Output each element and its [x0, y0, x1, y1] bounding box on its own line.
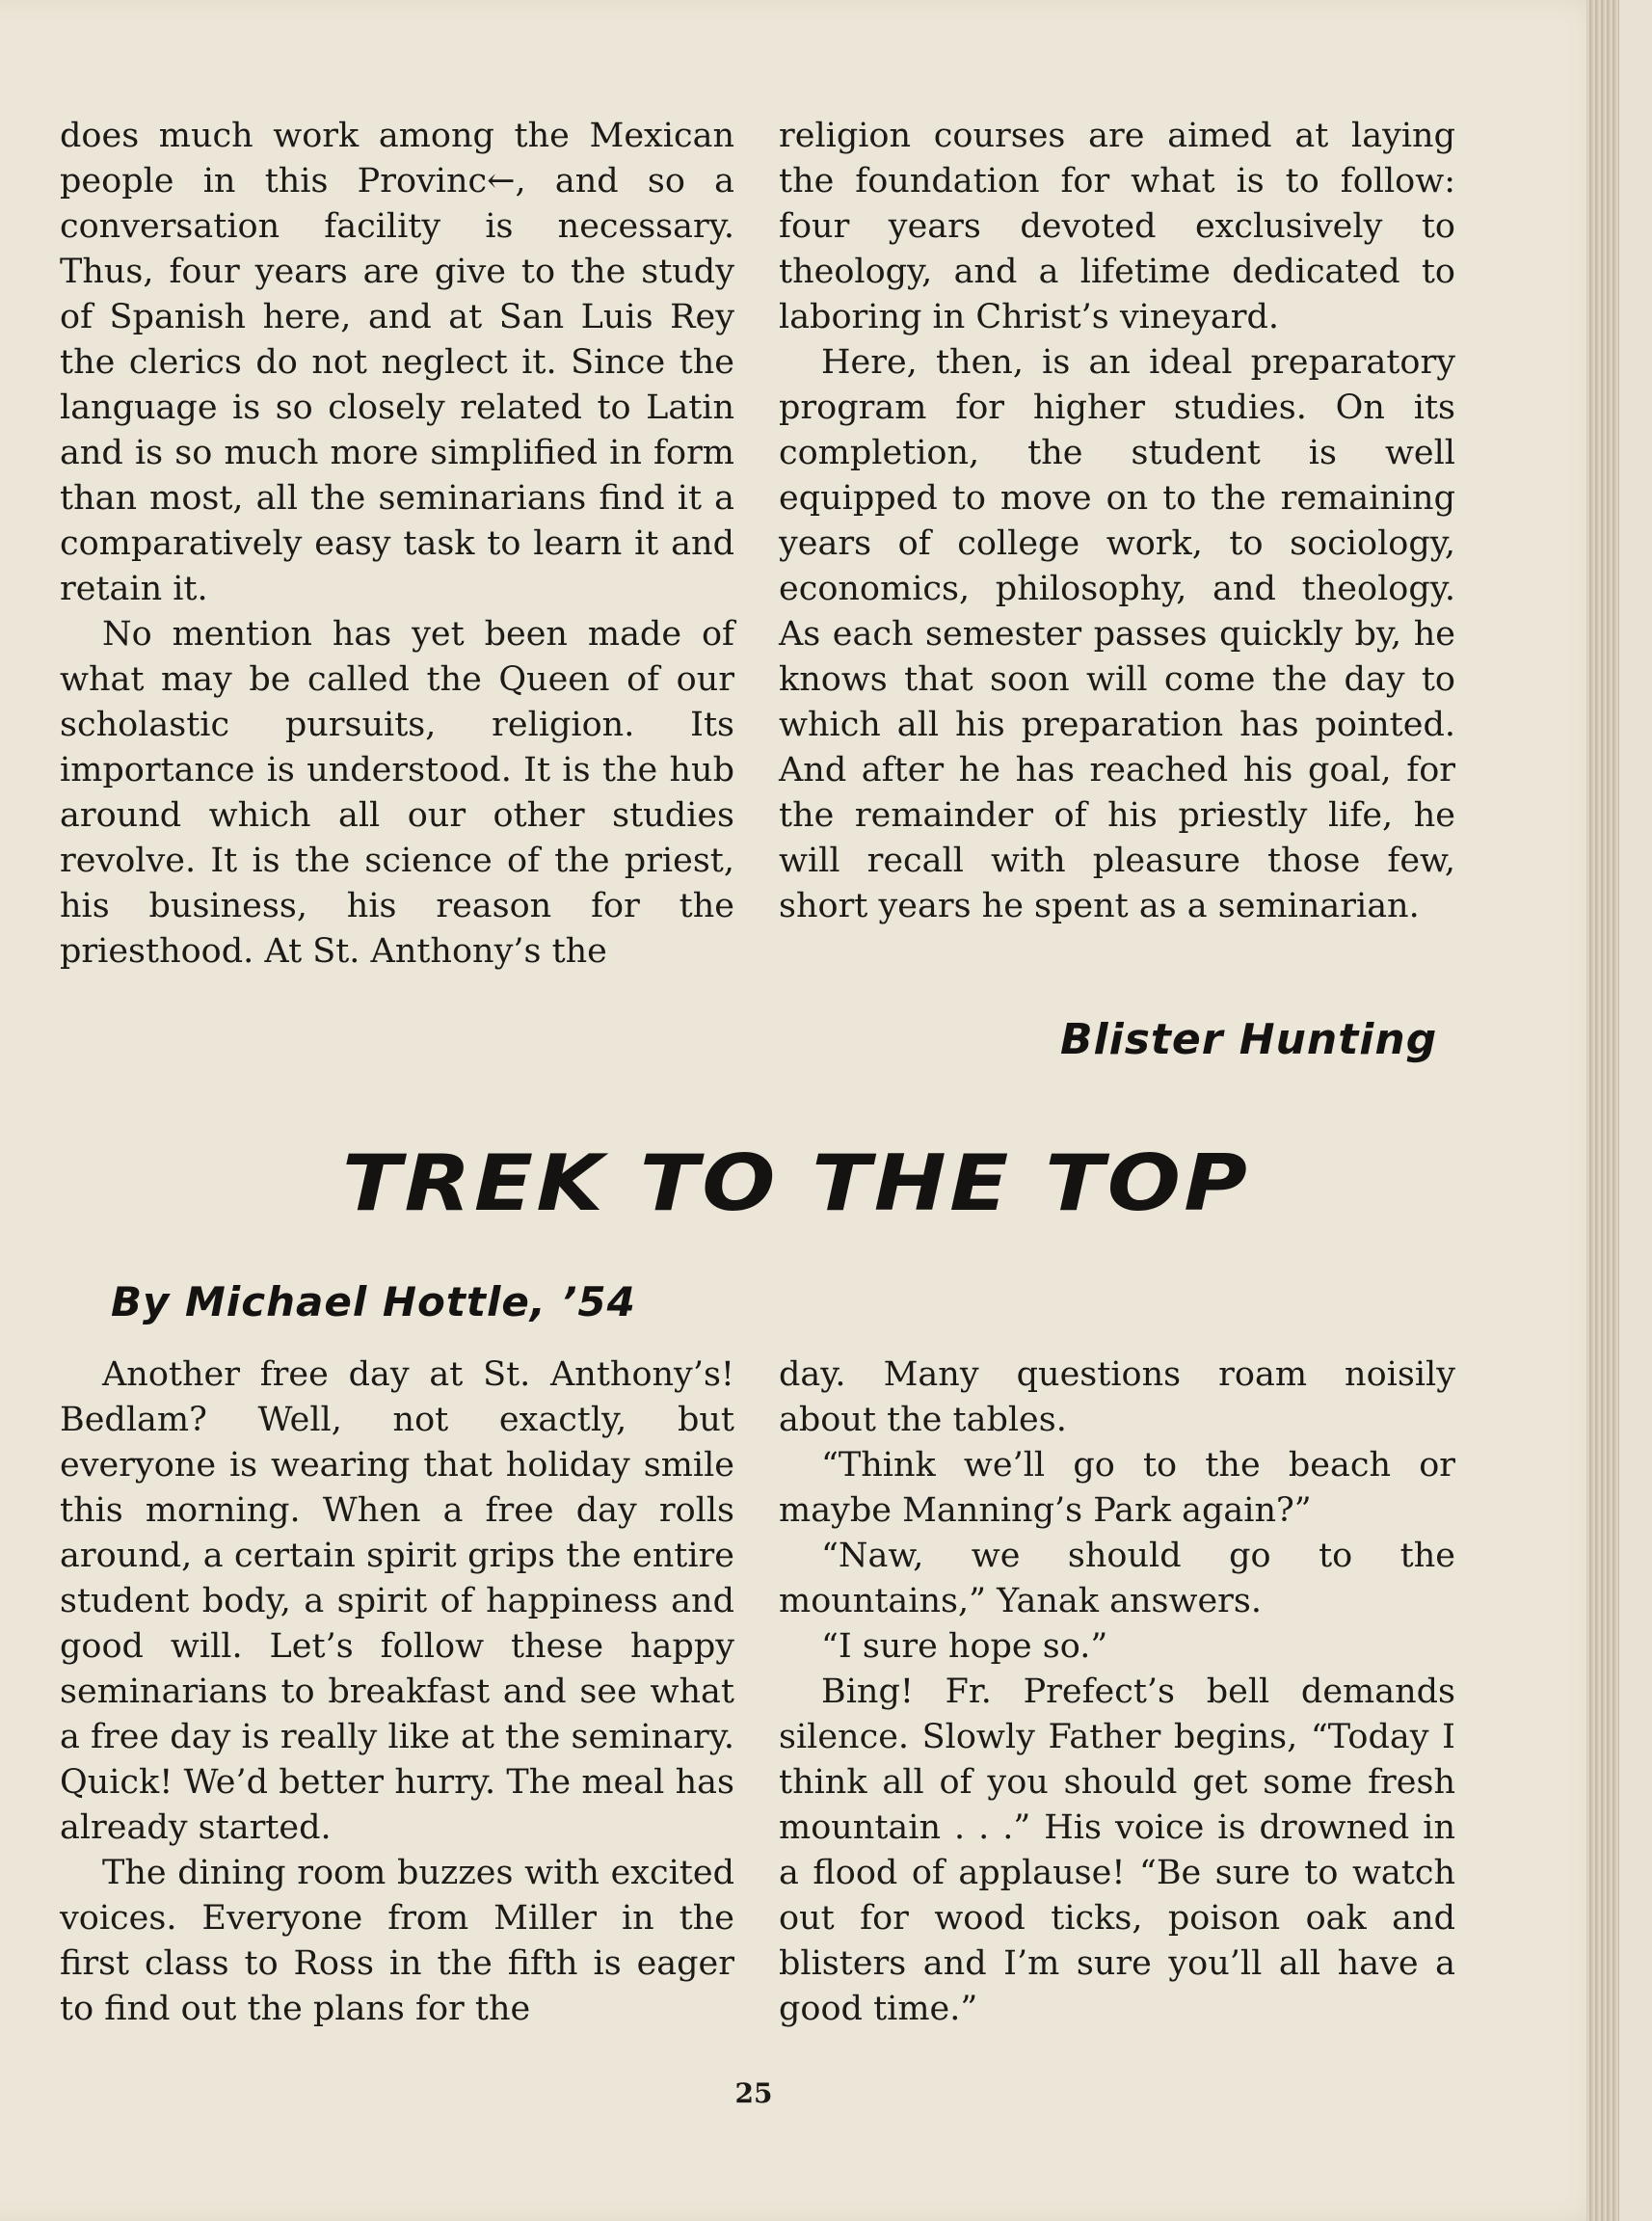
- paragraph: “Think we’ll go to the beach or maybe Manning’s Park again?”: [779, 1446, 1455, 1530]
- page-number: 25: [734, 2077, 773, 2109]
- paragraph: “Naw, we should go to the mountains,” Yanak answers.: [779, 1537, 1455, 1620]
- bottom-left-column: [60, 1352, 734, 2032]
- page-edge: [1586, 0, 1619, 2221]
- paragraph: The dining room buzzes with excited voices. Everyone from Miller in the first class to Ross in the fifth is eager to find out the plans for the: [60, 1854, 734, 2028]
- bottom-right-column: [779, 1352, 1455, 2032]
- paragraph: Another free day at St. Anthony’s! Bedlam? Well, not exactly, but everyone is wearing that holiday smile this morning. When a free day rolls around, a certain spirit grips the entire student body, a spirit of happiness and good will. Let’s follow these happy seminarians to breakfast and see what a free day is really like at the seminary. Quick! We’d better hurry. The meal has already started.: [60, 1355, 734, 1847]
- paragraph: “I sure hope so.”: [821, 1627, 1108, 1666]
- section-title: Blister Hunting: [1060, 1015, 1438, 1064]
- paragraph: religion courses are aimed at laying the foundation for what is to follow: four years devoted exclusively to theology, and a lifetime dedicated to laboring in Christ’s vineyard.: [779, 117, 1455, 336]
- paragraph: Bing! Fr. Prefect’s bell demands silence. Slowly Father begins, “Today I think all of you should get some fresh mountain . . .” His voice is drowned in a flood of applause! “Be sure to watch out for wood ticks, poison oak and blisters and I’m sure you’ll all have a good time.”: [779, 1672, 1455, 2028]
- paragraph: No mention has yet been made of what may be called the Queen of our scholastic pursuits, religion. Its importance is understood. It is the hub around which all our other studies revolve. It is the science of the priest, his business, his reason for the priesthood. At St. Anthony’s the: [60, 615, 734, 971]
- top-right-column: [779, 114, 1455, 929]
- paragraph: day. Many questions roam noisily about the tables.: [779, 1355, 1455, 1439]
- paragraph: Here, then, is an ideal preparatory program for higher studies. On its completion, the student is well equipped to move on to the remaining years of college work, to sociology, economics, philosophy, and theology. As each semester passes quickly by, he knows that soon will come the day to which all his preparation has pointed. And after he has reached his goal, for the remainder of his priestly life, he will recall with pleasure those few, short years he spent as a seminarian.: [779, 343, 1455, 925]
- byline: By Michael Hottle, ’54: [111, 1278, 636, 1325]
- article-title: TREK TO THE TOP: [342, 1138, 1251, 1228]
- top-left-column: [60, 114, 734, 975]
- paragraph: does much work among the Mexican people in this Provinc←, and so a conversation facility is necessary. Thus, four years are give to the study of Spanish here, and at San Luis Rey the clerics do not neglect it. Since the language is so closely related to Latin and is so much more simplified in form than most, all the seminarians find it a comparatively easy task to learn it and retain it.: [60, 117, 734, 608]
